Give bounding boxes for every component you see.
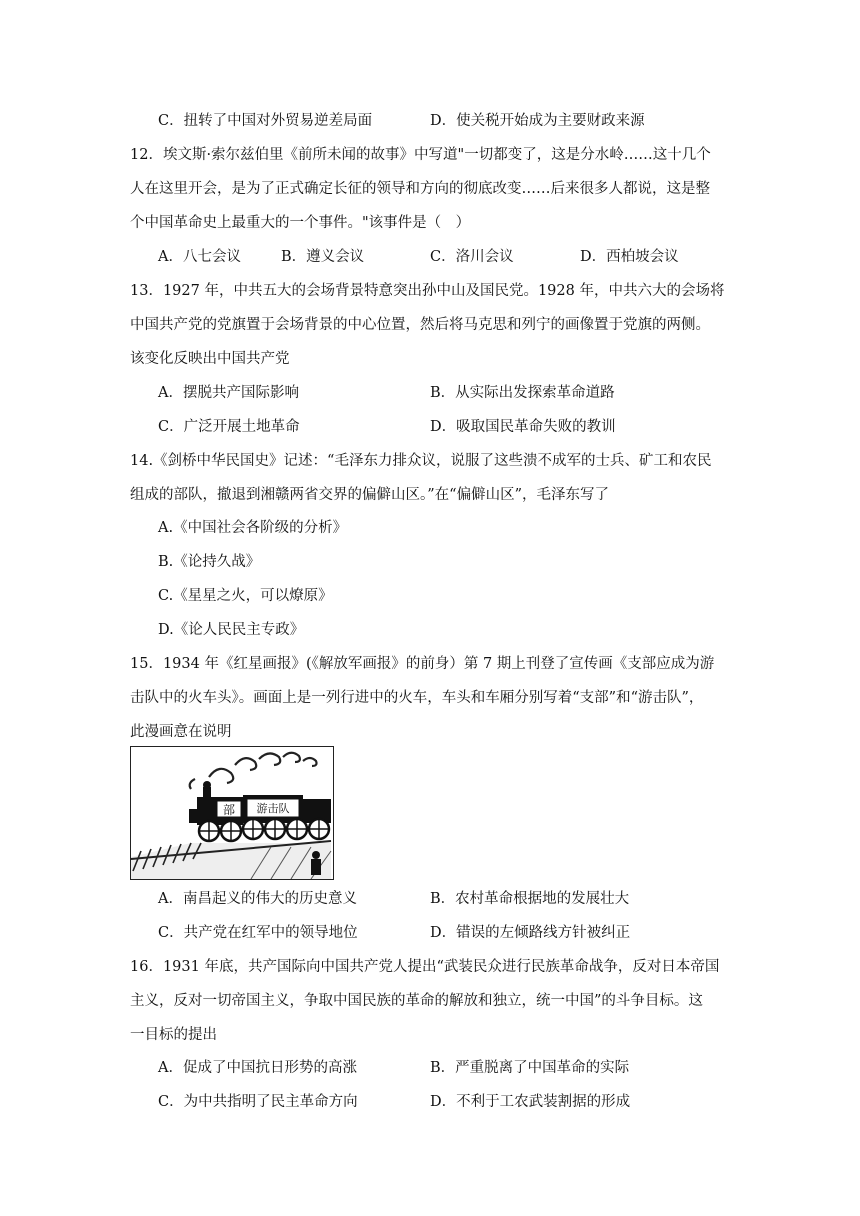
q13-stem-line-2: 中国共产党的党旗置于会场背景的中心位置，然后将马克思和列宁的画像置于党旗的两侧。 [130,317,710,333]
q15-option-d: D．错误的左倾路线方针被纠正 [430,925,631,941]
q15-stem-line-3: 此漫画意在说明 [130,724,232,740]
q12-option-d: D．西柏坡会议 [580,249,679,265]
car-label: 游击队 [256,802,290,815]
q12-stem-line-2: 人在这里开会，是为了正式确定长征的领导和方向的彻底改变……后来很多人都说，这是整 [130,181,710,197]
q13-option-c: C．广泛开展土地革命 [158,419,300,435]
q16-option-d: D．不利于工农武装割据的形成 [430,1094,631,1110]
q15-stem-line-2: 击队中的火车头》。画面上是一列行进中的火车，车头和车厢分别写着“支部”和“游击队”， [130,690,704,706]
q14-option-a: A.《中国社会各阶级的分析》 [158,520,348,536]
q12-stem-line-3: 个中国革命史上最重大的一个事件。"该事件是（ ） [130,215,471,231]
train-cartoon-illustration [131,747,333,879]
q16-option-a: A．促成了中国抗日形势的高涨 [158,1060,357,1076]
q15-stem-line-1: 15．1934 年《红星画报》(《解放军画报》的前身）第 7 期上刊登了宣传画《支部应成为游 [130,656,715,672]
figures-silhouette [311,851,321,875]
q15-option-b: B．农村革命根据地的发展壮大 [430,891,630,907]
q11-option-c: C．扭转了中国对外贸易逆差局面 [158,113,373,129]
q12-stem-line-1: 12．埃文斯·索尔兹伯里《前所未闻的故事》中写道"一切都变了，这是分水岭……这十几个 [130,147,711,163]
q13-stem-line-1: 13．1927 年，中共五大的会场背景特意突出孙中山及国民党。1928 年，中共六大的会场将 [130,283,725,299]
q14-option-c: C.《星星之火，可以燎原》 [158,588,333,604]
q16-stem-line-1: 16．1931 年底，共产国际向中国共产党人提出“武装民众进行民族革命战争，反对日本帝国 [130,959,720,975]
q14-option-d: D.《论人民民主专政》 [158,622,305,638]
q12-option-a: A．八七会议 [158,249,241,265]
q13-option-a: A．摆脱共产国际影响 [158,385,299,401]
q15-option-a: A．南昌起义的伟大的历史意义 [158,891,357,907]
q11-option-d: D．使关税开始成为主要财政来源 [430,113,645,129]
engine-label: 部 [222,803,236,817]
q13-stem-line-3: 该变化反映出中国共产党 [130,351,290,367]
q16-option-b: B．严重脱离了中国革命的实际 [430,1060,630,1076]
q12-option-b: B．遵义会议 [281,249,365,265]
q14-stem-line-2: 组成的部队，撤退到湘赣两省交界的偏僻山区。”在“偏僻山区”，毛泽东写了 [130,487,609,503]
q15-option-c: C．共产党在红军中的领导地位 [158,925,358,941]
q14-stem-line-1: 14.《剑桥中华民国史》记述：“毛泽东力排众议，说服了这些溃不成军的士兵、矿工和农民 [130,453,712,469]
q12-option-c: C．洛川会议 [430,249,514,265]
q13-option-d: D．吸取国民革命失败的教训 [430,419,616,435]
q13-option-b: B．从实际出发探索革命道路 [430,385,615,401]
q16-stem-line-3: 一目标的提出 [130,1027,217,1043]
propaganda-cartoon-train [130,746,334,880]
q16-option-c: C．为中共指明了民主革命方向 [158,1094,358,1110]
q16-stem-line-2: 主义，反对一切帝国主义，争取中国民族的革命的解放和独立，统一中国”的斗争目标。这 [130,993,703,1009]
locomotive [189,781,243,825]
q14-option-b: B.《论持久战》 [158,554,261,570]
